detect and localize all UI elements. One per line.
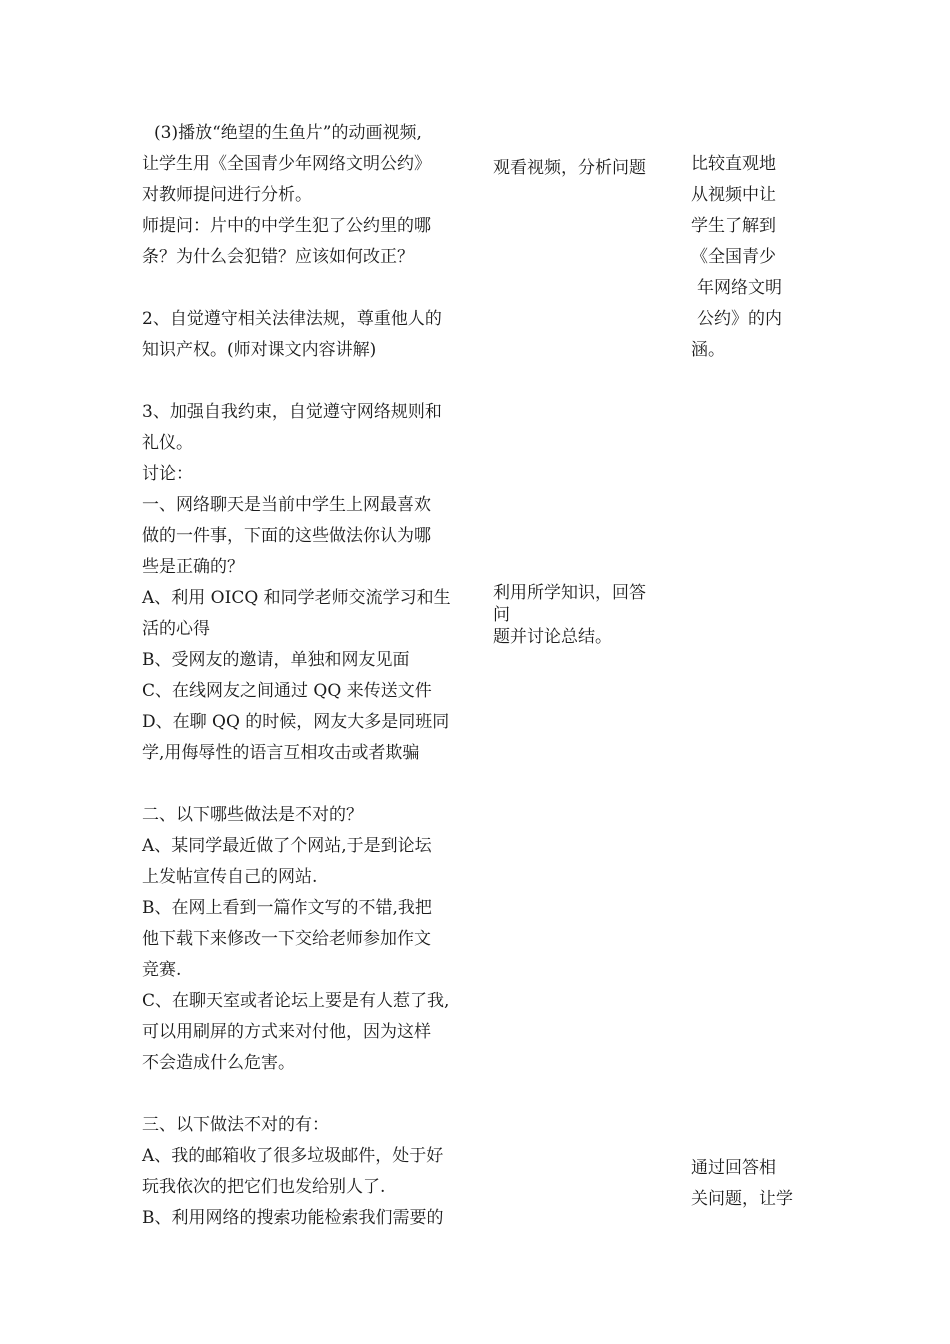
q1-option-a-line-1: A、利用 OICQ 和同学老师交流学习和生 xyxy=(142,588,451,608)
q2-option-a-line-2: 上发帖宣传自己的网站. xyxy=(142,867,318,887)
q2-title: 二、以下哪些做法是不对的？ xyxy=(142,805,363,825)
spacer xyxy=(142,769,487,800)
teacher-activity-column xyxy=(142,118,487,1234)
q1-line-1: 一、网络聊天是当前中学生上网最喜欢 xyxy=(142,495,431,515)
q1-option-d-line-2: 学,用侮辱性的语言互相攻击或者欺骗 xyxy=(142,743,420,763)
student-activity-answer xyxy=(493,580,678,650)
spacer xyxy=(142,1079,487,1110)
q2-option-c-line-1: C、在聊天室或者论坛上要是有人惹了我, xyxy=(142,991,450,1011)
q3-option-a-line-1: A、我的邮箱收了很多垃圾邮件，处于好 xyxy=(142,1146,444,1166)
intent1-line-5: 年网络文明 xyxy=(697,278,782,298)
point3-line-1: 3、加强自我约束，自觉遵守网络规则和 xyxy=(142,402,442,422)
q3-option-b-line-1: B、利用网络的搜索功能检索我们需要的 xyxy=(142,1208,444,1228)
q1-option-d-line-1: D、在聊 QQ 的时候，网友大多是同班同 xyxy=(142,712,450,732)
q1-option-b: B、受网友的邀请，单独和网友见面 xyxy=(142,650,410,670)
q1-option-a-line-2: 活的心得 xyxy=(142,619,210,639)
point2-line-1: 2、自觉遵守相关法律法规，尊重他人的 xyxy=(142,309,442,329)
intent1-line-4: 《全国青少 xyxy=(691,247,776,267)
q3-option-a-line-2: 玩我依次的把它们也发给别人了. xyxy=(142,1177,386,1197)
point2-line-2: 知识产权。(师对课文内容讲解) xyxy=(142,340,377,360)
intent2-line-2: 关问题，让学 xyxy=(691,1189,793,1209)
spacer xyxy=(142,366,487,397)
intent2-line-1: 通过回答相 xyxy=(691,1158,776,1178)
q3-title: 三、以下做法不对的有： xyxy=(142,1115,329,1135)
q1-line-2: 做的一件事，下面的这些做法你认为哪 xyxy=(142,526,431,546)
intent1-line-1: 比较直观地 xyxy=(691,154,776,174)
student-activity-watch xyxy=(493,155,678,181)
q1-line-3: 些是正确的？ xyxy=(142,557,244,577)
item3-line-2: 让学生用《全国青少年网络文明公约》 xyxy=(142,154,431,174)
q2-option-b-line-1: B、在网上看到一篇作文写的不错,我把 xyxy=(142,898,432,918)
point3-line-2: 礼仪。 xyxy=(142,433,193,453)
q2-option-a-line-1: A、某同学最近做了个网站,于是到论坛 xyxy=(142,836,432,856)
q2-option-c-line-3: 不会造成什么危害。 xyxy=(142,1053,295,1073)
spacer xyxy=(142,273,487,304)
intent1-line-2: 从视频中让 xyxy=(691,185,776,205)
student-answer-line-3: 题并讨论总结。 xyxy=(493,627,612,647)
discussion-label: 讨论： xyxy=(142,464,193,484)
q2-option-b-line-3: 竞赛. xyxy=(142,960,182,980)
intent1-line-3: 学生了解到 xyxy=(691,216,776,236)
item3-line-3: 对教师提问进行分析。 xyxy=(142,185,312,205)
student-watch-text: 观看视频，分析问题 xyxy=(493,158,646,178)
q2-option-b-line-2: 他下载下来修改一下交给老师参加作文 xyxy=(142,929,431,949)
student-answer-line-1: 利用所学知识，回答 xyxy=(493,583,646,603)
q2-option-c-line-2: 可以用刷屏的方式来对付他，因为这样 xyxy=(142,1022,431,1042)
student-answer-line-2: 问 xyxy=(493,605,510,625)
teacher-question-line-2: 条？为什么会犯错？应该如何改正？ xyxy=(142,247,414,267)
intent1-line-7: 涵。 xyxy=(691,340,725,360)
intent1-line-6: 公约》的内 xyxy=(697,309,782,329)
item3-title: (3)播放“绝望的生鱼片”的动画视频, xyxy=(154,123,422,143)
design-intent-1 xyxy=(691,149,811,366)
design-intent-2 xyxy=(691,1153,811,1215)
q1-option-c: C、在线网友之间通过 QQ 来传送文件 xyxy=(142,681,432,701)
teacher-question-line-1: 师提问：片中的中学生犯了公约里的哪 xyxy=(142,216,431,236)
